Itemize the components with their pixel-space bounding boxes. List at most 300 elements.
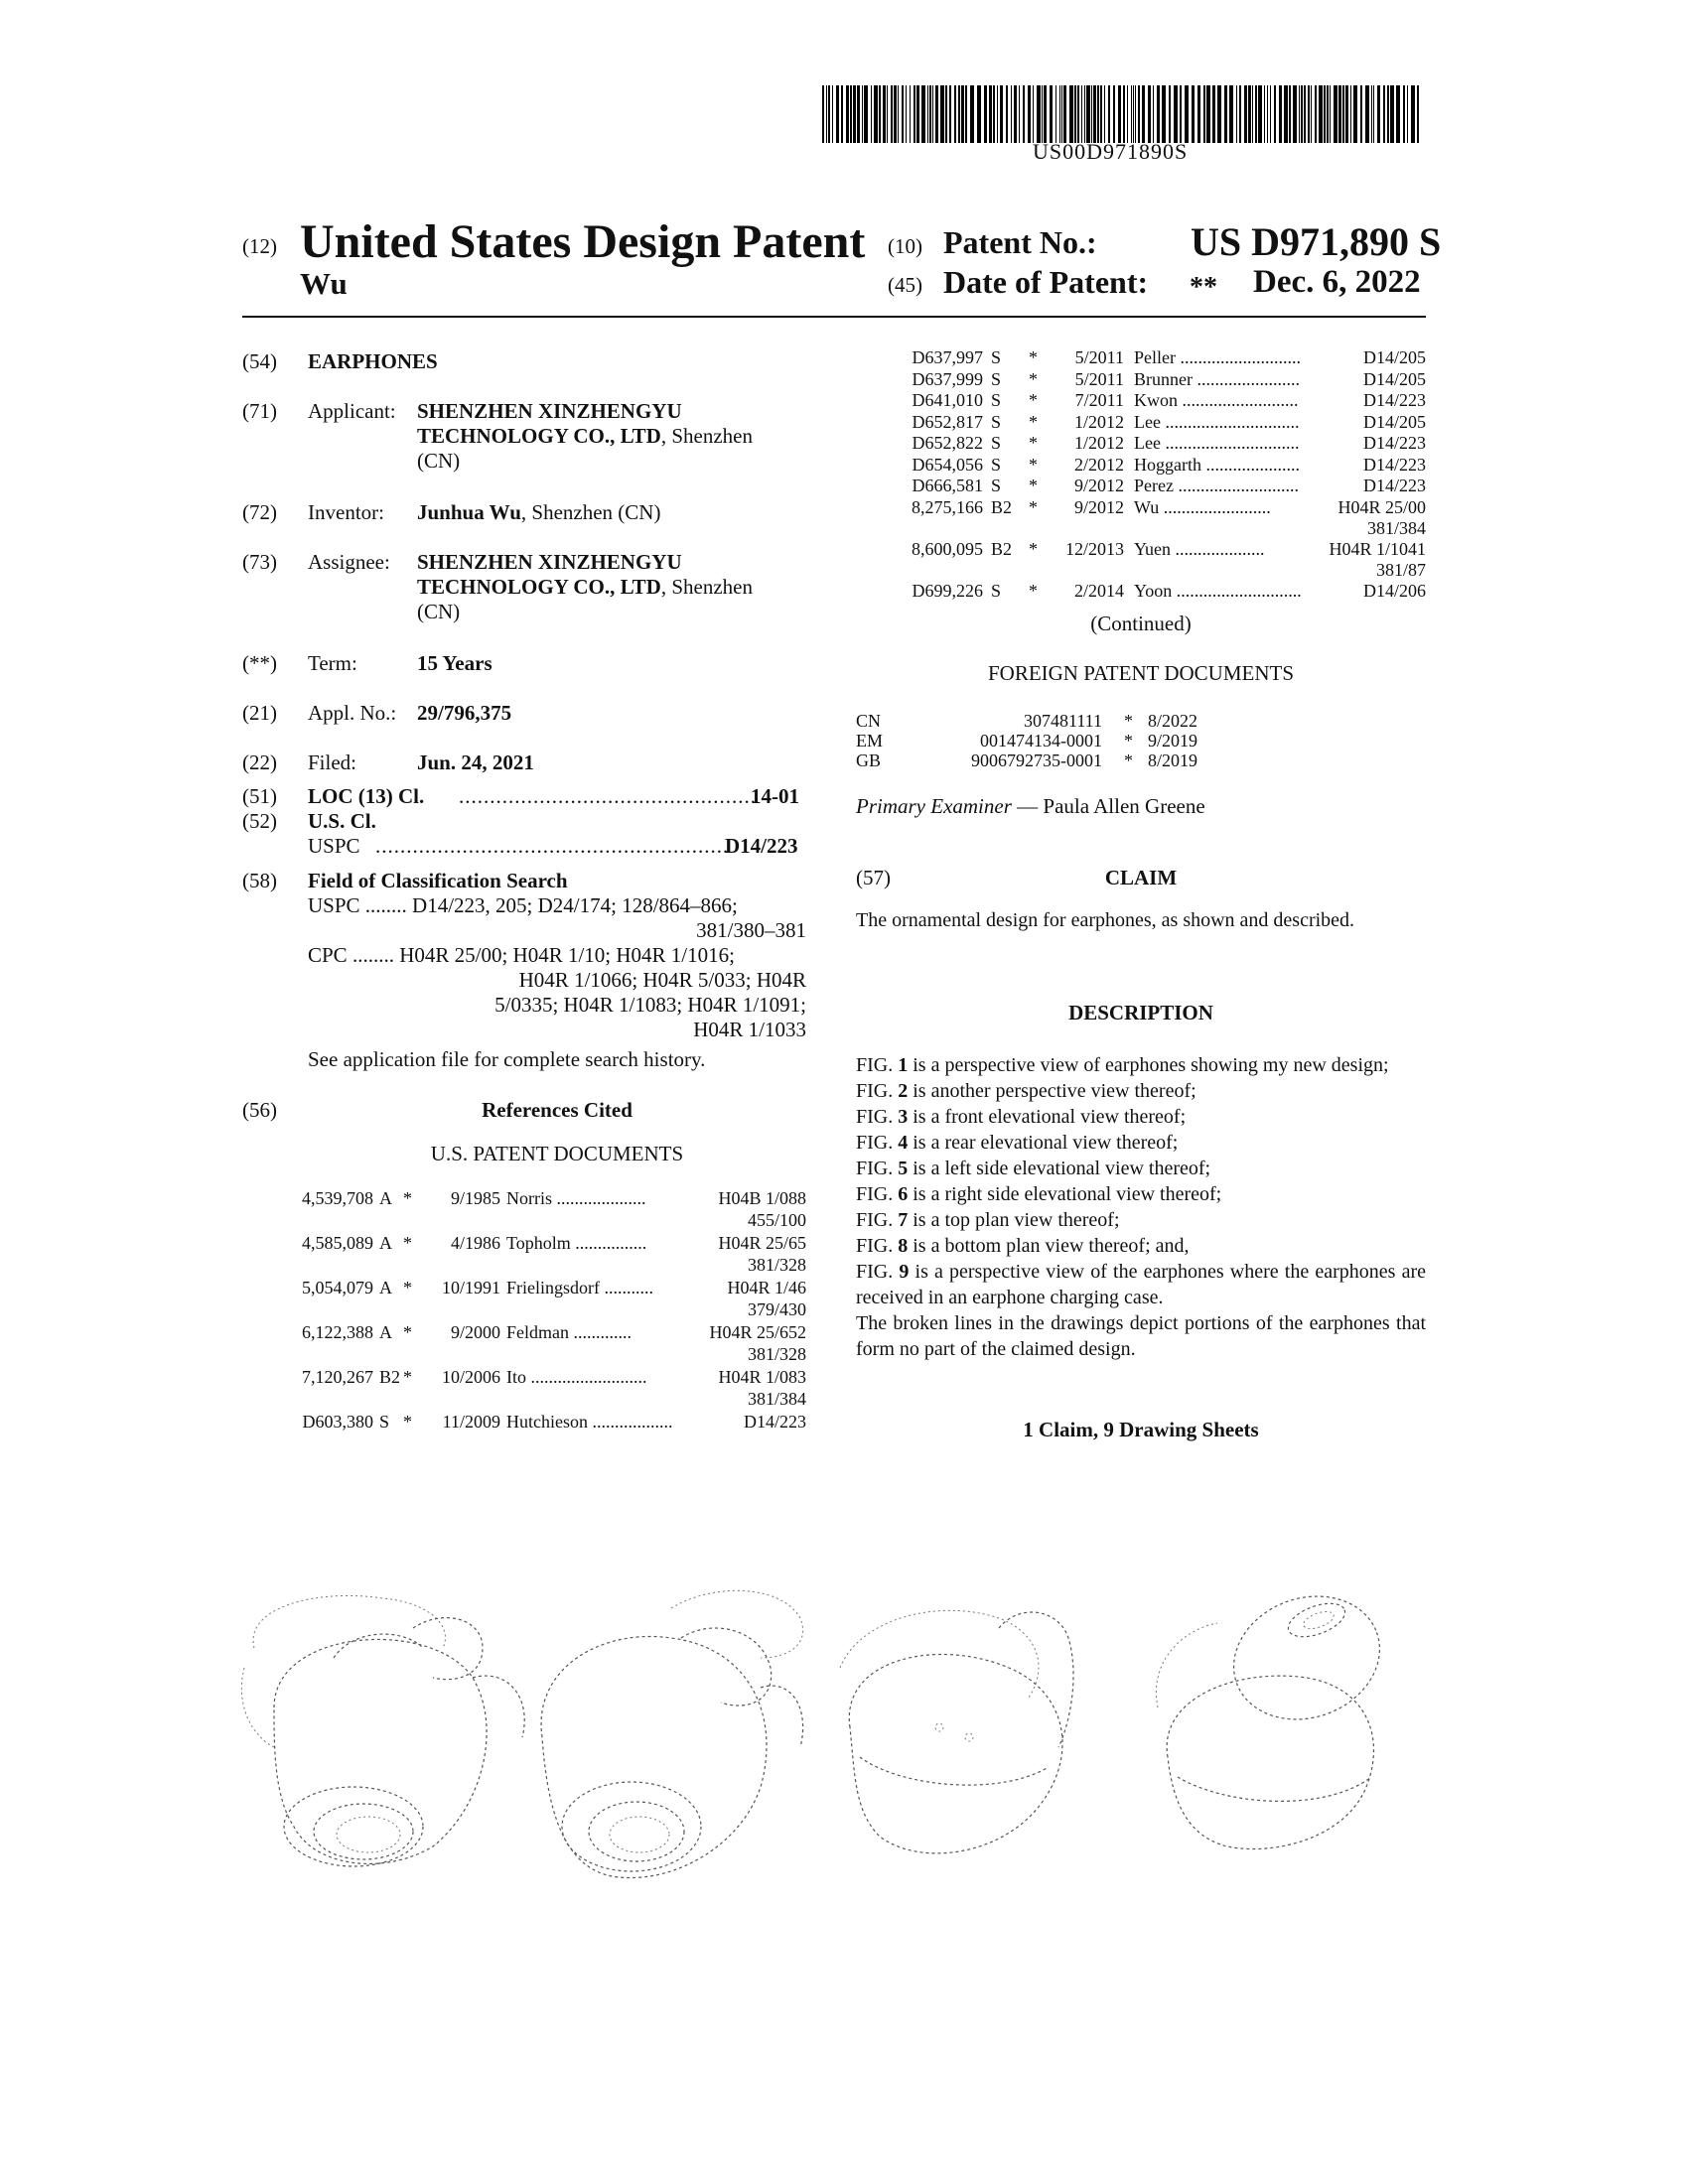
reference-dots: ........................ — [1163, 496, 1271, 517]
barcode-bar — [1197, 85, 1200, 143]
reference-number: D637,999 — [912, 368, 983, 389]
barcode-bar — [874, 85, 878, 143]
reference-name: Brunner — [1134, 368, 1193, 389]
figure-text: is a top plan view thereof; — [908, 1209, 1120, 1231]
reference-date: 5/2011 — [1074, 368, 1124, 389]
foreign-number: 307481111 — [1024, 711, 1102, 731]
barcode-bar — [954, 85, 956, 143]
barcode-bar — [949, 85, 951, 143]
barcode-bar — [1342, 85, 1344, 143]
barcode-bar — [927, 85, 928, 143]
filed-label: Filed: — [308, 751, 357, 774]
reference-row — [276, 1321, 806, 1365]
continued-note: (Continued) — [1090, 612, 1192, 635]
barcode-bar — [1274, 85, 1276, 143]
assignee-location-1: , Shenzhen — [660, 575, 753, 599]
barcode-bar — [883, 85, 886, 143]
reference-row — [276, 1232, 806, 1276]
barcode-bar — [1373, 85, 1374, 143]
reference-name-cell — [1134, 412, 1299, 433]
barcode-bar — [1059, 85, 1060, 143]
reference-class-secondary: 379/430 — [747, 1299, 806, 1319]
barcode-bar — [906, 85, 907, 143]
barcode-bar — [1157, 85, 1160, 143]
figure-number: 3 — [898, 1106, 909, 1128]
reference-kind: S — [379, 1412, 390, 1432]
term-label: Term: — [308, 651, 357, 675]
barcode-bar — [914, 85, 915, 143]
reference-name-cell — [1134, 347, 1301, 368]
barcode-bar — [945, 85, 947, 143]
barcode-bar — [1138, 85, 1140, 143]
reference-class-secondary: 455/100 — [747, 1210, 806, 1230]
barcode-bar — [1069, 85, 1073, 143]
barcode-bar — [1255, 85, 1257, 143]
foreign-star: * — [1124, 751, 1133, 770]
barcode-bar — [1383, 85, 1385, 143]
loc-value: 14-01 — [751, 784, 799, 808]
barcode-bar — [1084, 85, 1085, 143]
reference-kind: A — [379, 1188, 392, 1208]
figure-number: 4 — [898, 1132, 909, 1154]
barcode-bar — [916, 85, 919, 143]
reference-star: * — [1029, 347, 1038, 367]
reference-date: 5/2011 — [1074, 347, 1124, 367]
figure-description — [856, 1156, 1426, 1181]
barcode-bar — [1319, 85, 1323, 143]
barcode-bar — [1180, 85, 1182, 143]
reference-star: * — [1029, 538, 1038, 559]
barcode-bar — [1293, 85, 1297, 143]
barcode-bar — [1353, 85, 1357, 143]
reference-name-cell — [506, 1277, 653, 1298]
barcode-bar — [1074, 85, 1076, 143]
barcode-bar — [1360, 85, 1362, 143]
reference-kind: S — [991, 476, 1002, 495]
patent-date: Dec. 6, 2022 — [1253, 264, 1421, 300]
reference-class-secondary: 381/328 — [747, 1255, 806, 1275]
reference-name-cell — [1134, 433, 1299, 454]
barcode-bar — [1063, 85, 1066, 143]
assignee-label: Assignee: — [308, 550, 390, 574]
barcode-bar — [1365, 85, 1369, 143]
barcode-bar — [1100, 85, 1102, 143]
reference-date: 9/2012 — [1073, 496, 1124, 517]
date-label: Date of Patent: — [943, 264, 1149, 300]
reference-kind: S — [991, 411, 1002, 432]
earphone-view-2 — [541, 1590, 803, 1877]
reference-name-cell — [1134, 497, 1271, 518]
barcode-bar — [1174, 85, 1178, 143]
reference-name: Ito — [506, 1367, 526, 1387]
reference-kind: B2 — [991, 538, 1013, 559]
reference-name: Kwon — [1134, 390, 1178, 410]
code-54: (54) — [242, 349, 277, 373]
barcode-bar — [1377, 85, 1380, 143]
reference-dots: ..................... — [1205, 454, 1300, 475]
code-71: (71) — [242, 399, 277, 423]
reference-name-cell — [506, 1321, 632, 1343]
us-cl-label: U.S. Cl. — [308, 809, 376, 833]
barcode-bar — [965, 85, 967, 143]
reference-date: 10/2006 — [441, 1367, 500, 1387]
barcode-bar — [902, 85, 904, 143]
reference-kind: A — [379, 1278, 392, 1297]
code-56: (56) — [242, 1098, 277, 1122]
figure-text: is a perspective view of earphones showing my new design; — [908, 1054, 1389, 1076]
barcode-bar — [1104, 85, 1105, 143]
assignee-name-1: SHENZHEN XINZHENGYU — [417, 550, 682, 574]
references-cited-heading: References Cited — [482, 1098, 633, 1122]
assignee-location-2: (CN) — [417, 600, 461, 623]
reference-kind: S — [991, 580, 1002, 601]
barcode-bar — [1264, 85, 1265, 143]
figure-prefix: FIG. — [856, 1235, 899, 1257]
claim-heading: CLAIM — [1104, 866, 1178, 889]
reference-star: * — [1029, 411, 1038, 432]
reference-class: D14/205 — [1363, 347, 1426, 367]
barcode-bar — [1000, 85, 1003, 143]
figure-text: is a left side elevational view thereof; — [908, 1158, 1211, 1179]
barcode-bar — [1229, 85, 1233, 143]
reference-star: * — [403, 1412, 412, 1432]
reference-number: 8,275,166 — [912, 496, 983, 517]
reference-row — [904, 433, 1426, 454]
reference-class-secondary: 381/384 — [1366, 517, 1426, 538]
field-cpc-4: H04R 1/1033 — [693, 1018, 806, 1041]
assignee-name-2: TECHNOLOGY CO., LTD — [417, 575, 661, 599]
barcode-bar — [910, 85, 911, 143]
figure-number: 6 — [898, 1183, 909, 1205]
reference-name: Hoggarth — [1134, 454, 1201, 475]
barcode-bar — [1248, 85, 1251, 143]
barcode-bar — [1019, 85, 1020, 143]
barcode-bar — [1345, 85, 1348, 143]
barcode-bar — [836, 85, 839, 143]
reference-dots: .............................. — [1165, 411, 1300, 432]
figure-description — [856, 1078, 1426, 1104]
reference-date: 9/1985 — [450, 1188, 500, 1208]
reference-number: D603,380 — [302, 1412, 373, 1432]
uspc-value: D14/223 — [725, 834, 798, 858]
figure-prefix: FIG. — [856, 1080, 899, 1102]
reference-number: D654,056 — [912, 454, 983, 475]
reference-name-cell — [1134, 476, 1299, 496]
barcode-bar — [871, 85, 872, 143]
barcode-bar — [1023, 85, 1025, 143]
barcode-bar — [1050, 85, 1053, 143]
figure-number: 1 — [898, 1054, 909, 1076]
barcode-bar — [1162, 85, 1166, 143]
reference-kind: S — [991, 433, 1002, 453]
reference-kind: S — [991, 368, 1002, 389]
barcode-bar — [1153, 85, 1154, 143]
reference-name: Hutchieson — [506, 1412, 588, 1432]
barcode-bar — [1267, 85, 1268, 143]
inventor-surname: Wu — [300, 266, 348, 301]
figure-prefix: FIG. — [856, 1183, 899, 1205]
figure-description — [856, 1052, 1426, 1078]
reference-class: H04R 25/65 — [718, 1233, 806, 1253]
reference-star: * — [1029, 390, 1038, 410]
barcode-bar — [993, 85, 995, 143]
code-72: (72) — [242, 500, 277, 524]
reference-date: 2/2014 — [1073, 580, 1124, 601]
figure-number: 5 — [898, 1158, 909, 1179]
reference-dots: .......................... — [530, 1367, 647, 1387]
description-figures — [856, 1052, 1426, 1362]
reference-date: 11/2009 — [442, 1412, 500, 1432]
reference-row — [904, 347, 1426, 368]
barcode-bar — [1123, 85, 1125, 143]
field-cpc-3: 5/0335; H04R 1/1083; H04R 1/1091; — [494, 993, 806, 1017]
barcode-bar — [1028, 85, 1031, 143]
field-cpc-2: H04R 1/1066; H04R 5/033; H04R — [518, 968, 806, 992]
code-45: (45) — [888, 273, 922, 297]
barcode-bar — [1396, 85, 1400, 143]
barcode-bar — [958, 85, 960, 143]
figure-text: is another perspective view thereof; — [908, 1080, 1196, 1102]
foreign-country: GB — [856, 751, 882, 770]
figure-prefix: FIG. — [856, 1209, 899, 1231]
reference-date: 2/2012 — [1073, 454, 1124, 475]
earphone-view-3 — [840, 1610, 1073, 1853]
patent-number-label: Patent No.: — [943, 224, 1097, 260]
reference-star: * — [1029, 368, 1038, 389]
code-10: (10) — [888, 234, 922, 258]
barcode-bar — [1135, 85, 1136, 143]
reference-class: D14/223 — [1363, 390, 1426, 410]
reference-dots: ....................... — [1196, 368, 1300, 389]
reference-number: D699,226 — [912, 580, 983, 601]
foreign-number: 9006792735-0001 — [971, 751, 1102, 770]
foreign-star: * — [1124, 711, 1133, 731]
barcode-bar — [850, 85, 852, 143]
barcode-bar — [970, 85, 974, 143]
barcode-bar — [1192, 85, 1195, 143]
reference-date: 9/2000 — [450, 1322, 500, 1342]
foreign-docs-heading: FOREIGN PATENT DOCUMENTS — [987, 661, 1295, 685]
figure-text: is a perspective view of the earphones where the earphones are received in an earphone charging case. — [856, 1261, 1426, 1308]
reference-dots: ........................... — [1180, 347, 1301, 367]
barcode-bar — [832, 85, 833, 143]
examiner-label: Primary Examiner — [856, 794, 1012, 818]
barcode-bar — [929, 85, 931, 143]
figure-description — [856, 1233, 1426, 1259]
reference-star: * — [403, 1322, 412, 1342]
reference-dots: .................. — [592, 1412, 673, 1432]
reference-dots: .................... — [1175, 538, 1265, 559]
us-patent-docs-heading: U.S. PATENT DOCUMENTS — [430, 1142, 684, 1165]
reference-kind: A — [379, 1322, 392, 1342]
barcode-bar — [879, 85, 881, 143]
barcode-bar — [887, 85, 888, 143]
applicant-label: Applicant: — [308, 399, 396, 423]
reference-number: 4,539,708 — [302, 1188, 373, 1208]
reference-star: * — [403, 1278, 412, 1297]
reference-row — [276, 1366, 806, 1410]
reference-star: * — [403, 1367, 412, 1387]
barcode-bar — [1077, 85, 1079, 143]
claims-summary: 1 Claim, 9 Drawing Sheets — [1023, 1418, 1259, 1441]
reference-class: H04R 1/083 — [718, 1367, 806, 1387]
reference-name: Frielingsdorf — [506, 1278, 600, 1297]
barcode-bar — [846, 85, 849, 143]
reference-class-secondary: 381/328 — [747, 1344, 806, 1364]
barcode-bar — [1387, 85, 1389, 143]
reference-row — [904, 476, 1426, 496]
loc-dots: ................................................ — [459, 784, 757, 808]
foreign-date: 8/2019 — [1148, 751, 1198, 770]
field-uspc-2: 381/380–381 — [696, 918, 806, 942]
figure-description — [856, 1181, 1426, 1207]
barcode-bar — [1118, 85, 1121, 143]
barcode-bar — [1014, 85, 1017, 143]
barcode-bar — [1169, 85, 1171, 143]
figure-text: is a right side elevational view thereof; — [908, 1183, 1222, 1205]
barcode-bar — [1304, 85, 1306, 143]
barcode-bar — [1127, 85, 1128, 143]
barcode-bar — [1148, 85, 1151, 143]
header-rule — [242, 316, 1426, 318]
barcode-bar — [853, 85, 856, 143]
reference-number: D641,010 — [912, 390, 983, 410]
reference-name-cell — [506, 1232, 646, 1254]
broken-lines-note: The broken lines in the drawings depict portions of the earphones that form no part of the claimed design. — [856, 1312, 1426, 1360]
barcode-bar — [826, 85, 827, 143]
code-73: (73) — [242, 550, 277, 574]
barcode-bar — [898, 85, 899, 143]
appl-no: 29/796,375 — [417, 701, 512, 725]
reference-number: 4,585,089 — [302, 1233, 373, 1253]
reference-class: D14/223 — [1363, 454, 1426, 475]
barcode-bar — [894, 85, 897, 143]
barcode-bar — [1044, 85, 1047, 143]
barcode-bar — [1033, 85, 1034, 143]
code-21: (21) — [242, 701, 277, 725]
reference-dots: .................... — [556, 1188, 646, 1208]
code-52: (52) — [242, 809, 277, 833]
reference-kind: B2 — [991, 496, 1013, 517]
barcode-bar — [940, 85, 944, 143]
reference-kind: B2 — [379, 1367, 401, 1387]
barcode-bar — [1311, 85, 1312, 143]
field-see-history: See application file for complete search history. — [308, 1047, 706, 1071]
barcode-bar — [932, 85, 933, 143]
barcode-bar — [891, 85, 893, 143]
applicant-location-2: (CN) — [417, 449, 461, 473]
applicant-name-2: TECHNOLOGY CO., LTD — [417, 424, 661, 448]
code-term: (**) — [242, 651, 277, 675]
reference-number: 8,600,095 — [912, 538, 983, 559]
reference-name-cell — [1134, 369, 1300, 390]
barcode-bar — [1133, 85, 1134, 143]
figure-text: is a front elevational view thereof; — [908, 1106, 1187, 1128]
foreign-star: * — [1124, 731, 1133, 751]
barcode — [822, 85, 1426, 143]
earphone-view-4 — [1156, 1588, 1397, 1849]
reference-star: * — [1029, 454, 1038, 475]
barcode-bar — [1086, 85, 1090, 143]
reference-class-secondary: 381/384 — [747, 1389, 806, 1409]
inventor-name: Junhua Wu — [417, 500, 521, 524]
barcode-bar — [977, 85, 981, 143]
barcode-bar — [1411, 85, 1415, 143]
barcode-bar — [1185, 85, 1189, 143]
figure-description — [856, 1104, 1426, 1130]
reference-class-secondary: 381/87 — [1375, 559, 1426, 580]
reference-date: 7/2011 — [1074, 390, 1124, 410]
reference-name: Norris — [506, 1188, 552, 1208]
description-heading: DESCRIPTION — [1068, 1001, 1213, 1024]
field-cpc-1: CPC ........ H04R 25/00; H04R 1/10; H04R 1/1016; — [308, 943, 735, 967]
figure-number: 2 — [898, 1080, 909, 1102]
applicant-location-1: , Shenzhen — [660, 424, 753, 448]
figure-prefix: FIG. — [856, 1106, 899, 1128]
reference-name: Perez — [1134, 476, 1174, 495]
reference-name: Yuen — [1134, 538, 1171, 559]
reference-number: D652,817 — [912, 411, 983, 432]
barcode-bar — [1011, 85, 1012, 143]
reference-date: 10/1991 — [441, 1278, 500, 1297]
figure-text: is a bottom plan view thereof; and, — [908, 1235, 1190, 1257]
reference-number: D637,997 — [912, 347, 983, 367]
barcode-bar — [1308, 85, 1310, 143]
code-58: (58) — [242, 869, 277, 892]
earphone-view-1 — [241, 1595, 524, 1866]
earphone-drawings — [234, 1588, 1446, 1916]
reference-name-cell — [1134, 390, 1299, 411]
reference-row — [904, 369, 1426, 390]
barcode-bar — [1206, 85, 1210, 143]
reference-row — [904, 390, 1426, 411]
barcode-bar — [1224, 85, 1227, 143]
reference-dots: .......................... — [1182, 390, 1299, 410]
reference-name: Feldman — [506, 1322, 569, 1342]
barcode-bar — [984, 85, 987, 143]
figure-description — [856, 1259, 1426, 1310]
reference-class: H04R 1/46 — [727, 1278, 806, 1297]
foreign-number: 001474134-0001 — [980, 731, 1102, 751]
reference-name-cell — [506, 1366, 647, 1388]
uspc-dots: ......................................................... — [375, 834, 730, 858]
inventor-location: , Shenzhen (CN) — [520, 500, 661, 524]
reference-class: D14/205 — [1363, 411, 1426, 432]
reference-row — [904, 538, 1426, 580]
barcode-bar — [1236, 85, 1237, 143]
figure-number: 7 — [898, 1209, 909, 1231]
reference-dots: ................ — [575, 1233, 647, 1253]
reference-star: * — [1029, 580, 1038, 601]
claim-text: The ornamental design for earphones, as shown and described. — [856, 909, 1355, 931]
applicant-name-1: SHENZHEN XINZHENGYU — [417, 399, 682, 423]
reference-star: * — [403, 1188, 412, 1208]
foreign-country: CN — [856, 711, 882, 731]
filed-date: Jun. 24, 2021 — [417, 751, 534, 774]
barcode-bar — [1042, 85, 1043, 143]
figure-prefix: FIG. — [856, 1132, 899, 1154]
patent-number: US D971,890 S — [1191, 219, 1442, 264]
reference-row — [276, 1277, 806, 1320]
barcode-bar — [961, 85, 964, 143]
reference-row — [904, 412, 1426, 433]
figure-description — [856, 1207, 1426, 1233]
barcode-bar — [1081, 85, 1082, 143]
reference-class: D14/205 — [1363, 368, 1426, 389]
barcode-number: US00D971890S — [1033, 139, 1189, 164]
reference-name: Wu — [1134, 496, 1160, 517]
barcode-bar — [1289, 85, 1291, 143]
